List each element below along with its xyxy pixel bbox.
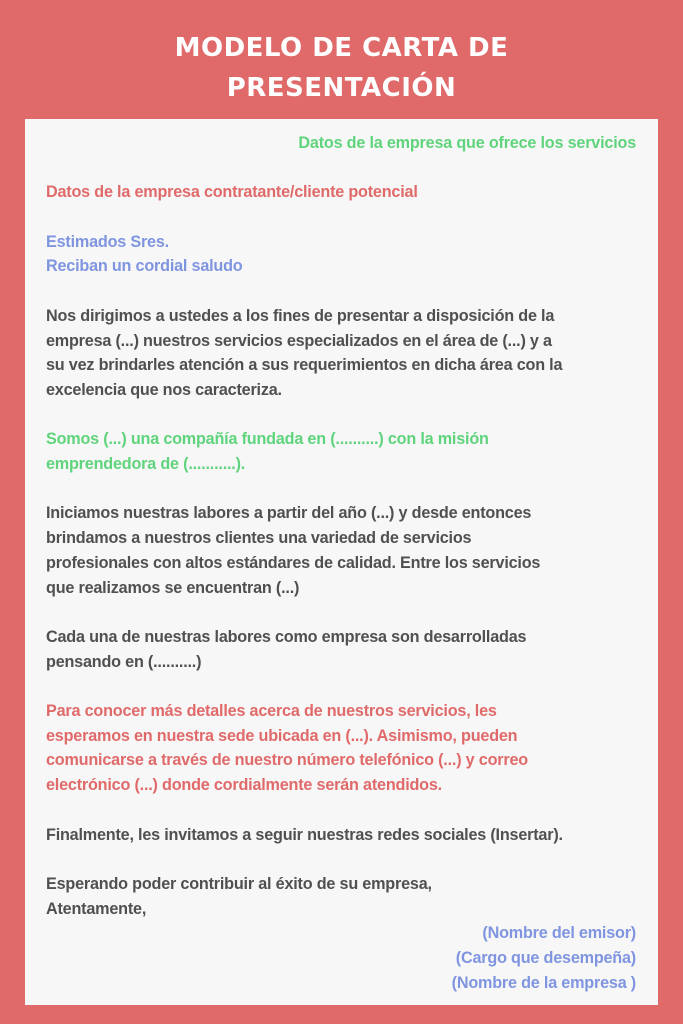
recipient-company-data: Datos de la empresa contratante/cliente potencial [46,183,418,202]
paragraph-contact [46,699,636,798]
paragraph-line: Para conocer más detalles acerca de nuestros servicios, les [46,702,497,721]
letter-panel [25,119,658,1005]
sender-company-data: Datos de la empresa que ofrece los servicios [298,134,636,152]
paragraph-focus [46,625,636,674]
paragraph-line: su vez brindarles atención a sus requerimientos en dicha área con la [46,356,563,375]
paragraph-line: comunicarse a través de nuestro número telefónico (...) y correo [46,751,528,770]
signature-block [46,921,636,995]
title-line-2: PRESENTACIÓN [226,73,457,103]
greeting [46,230,636,279]
paragraph-introduction [46,304,636,403]
paragraph-line: que realizamos se encuentran (...) [46,578,300,597]
paragraph-company-mission [46,427,636,476]
signature-position: (Cargo que desempeña) [455,949,636,968]
title-line-1: MODELO DE CARTA DE [174,33,509,63]
paragraph-line: profesionales con altos estándares de calidad. Entre los servicios [46,553,541,572]
paragraph-line: electrónico (...) donde cordialmente serán atendidos. [46,776,442,795]
paragraph-line: Cada una de nuestras labores como empresa son desarrolladas [46,627,527,646]
paragraph-line: emprendedora de (...........). [46,455,246,474]
paragraph-social [46,823,636,848]
greeting-line-2: Reciban un cordial saludo [46,257,243,276]
paragraph-line: Somos (...) una compañía fundada en (..........) con la misión [46,430,489,449]
signature-company: (Nombre de la empresa ) [451,973,636,992]
paragraph-line: Iniciamos nuestras labores a partir del año (...) y desde entonces [46,504,532,523]
paragraph-line: pensando en (..........) [46,652,202,671]
paragraph-line: brindamos a nuestros clientes una variedad de servicios [46,529,472,548]
closing [46,872,636,921]
closing-line-1: Esperando poder contribuir al éxito de su empresa, [46,874,432,893]
signature-name: (Nombre del emisor) [482,924,636,943]
paragraph-line: Nos dirigimos a ustedes a los fines de presentar a disposición de la [46,306,555,325]
paragraph-line: empresa (...) nuestros servicios especializados en el área de (...) y a [46,331,552,350]
page-title [0,28,683,108]
paragraph-line: excelencia que nos caracteriza. [46,380,282,399]
paragraph-history [46,501,636,600]
paragraph-line: esperamos en nuestra sede ubicada en (...). Asimismo, pueden [46,726,518,745]
paragraph-line: Finalmente, les invitamos a seguir nuestras redes sociales (Insertar). [46,825,563,844]
greeting-line-1: Estimados Sres. [46,232,169,251]
closing-line-2: Atentamente, [46,899,147,918]
